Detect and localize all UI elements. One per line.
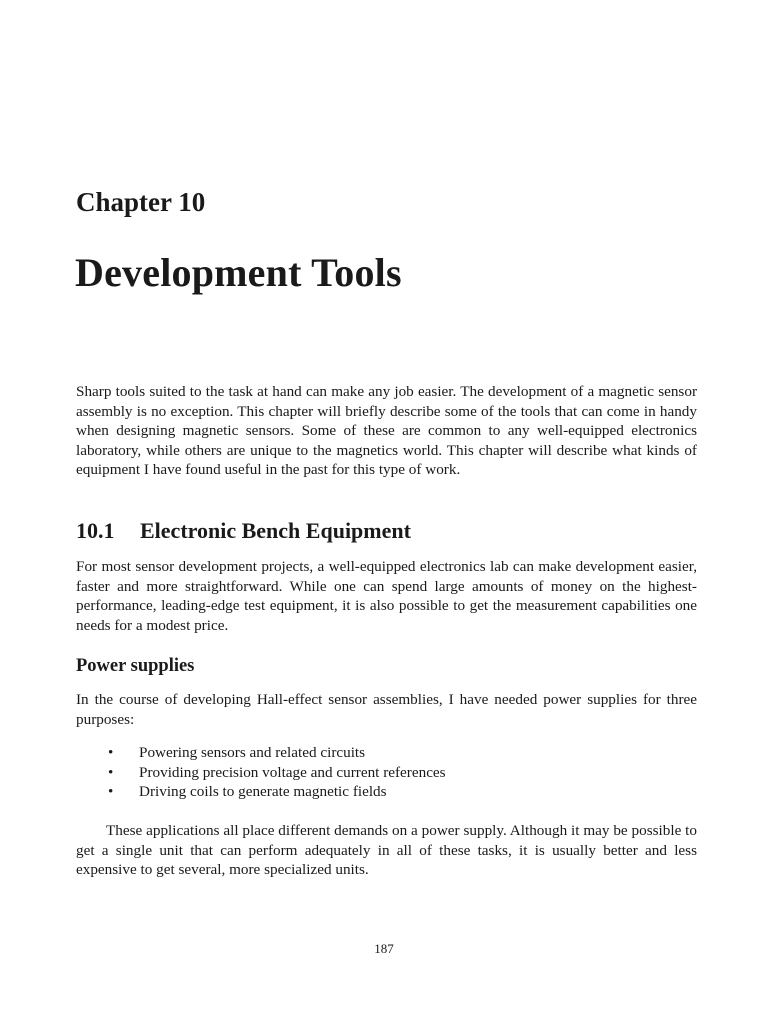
intro-paragraph: Sharp tools suited to the task at hand can make any job easier. The development of a magnetic sensor assembly is no exception. This chapter will briefly describe some of the tools that can come in handy when designing magnetic sensors. Some of these are common to any well-equipped electronics laboratory, while others are unique to the magnetics world. This chapter will describe what kinds of equipment I have found useful in the past for this type of work. [76, 383, 697, 479]
purposes-list [76, 743, 697, 802]
section-paragraph: For most sensor development projects, a well-equipped electronics lab can make development easier, faster and more straightforward. While one can spend large amounts of money on the highest-performance, leading-edge test equipment, it is also possible to get the measurement capabilities one needs for a modest price. [76, 558, 697, 634]
bullet-icon: • [108, 744, 114, 761]
closing-paragraph: These applications all place different demands on a power supply. Although it may be possible to get a single unit that can perform adequately in all of these tasks, it is usually better and less expensive to get several, more specialized units. [76, 822, 697, 879]
list-item [76, 743, 697, 763]
section-number: 10.1 [76, 518, 115, 543]
page-number: 187 [374, 941, 394, 956]
chapter-title: Development Tools [75, 250, 402, 295]
power-supplies-paragraph: In the course of developing Hall-effect sensor assemblies, I have needed power supplies for three purposes: [76, 691, 697, 728]
list-item-text: Providing precision voltage and current references [139, 763, 446, 781]
subsection-heading: Power supplies [76, 656, 195, 676]
list-item [76, 782, 697, 802]
list-item [76, 763, 697, 783]
bullet-icon: • [108, 783, 114, 801]
section-title: Electronic Bench Equipment [140, 518, 411, 543]
list-item-text: Driving coils to generate magnetic fields [139, 783, 387, 801]
section-heading [76, 518, 411, 544]
list-item-text: Powering sensors and related circuits [139, 744, 366, 761]
bullet-icon: • [108, 763, 114, 781]
chapter-label: Chapter 10 [76, 187, 206, 217]
